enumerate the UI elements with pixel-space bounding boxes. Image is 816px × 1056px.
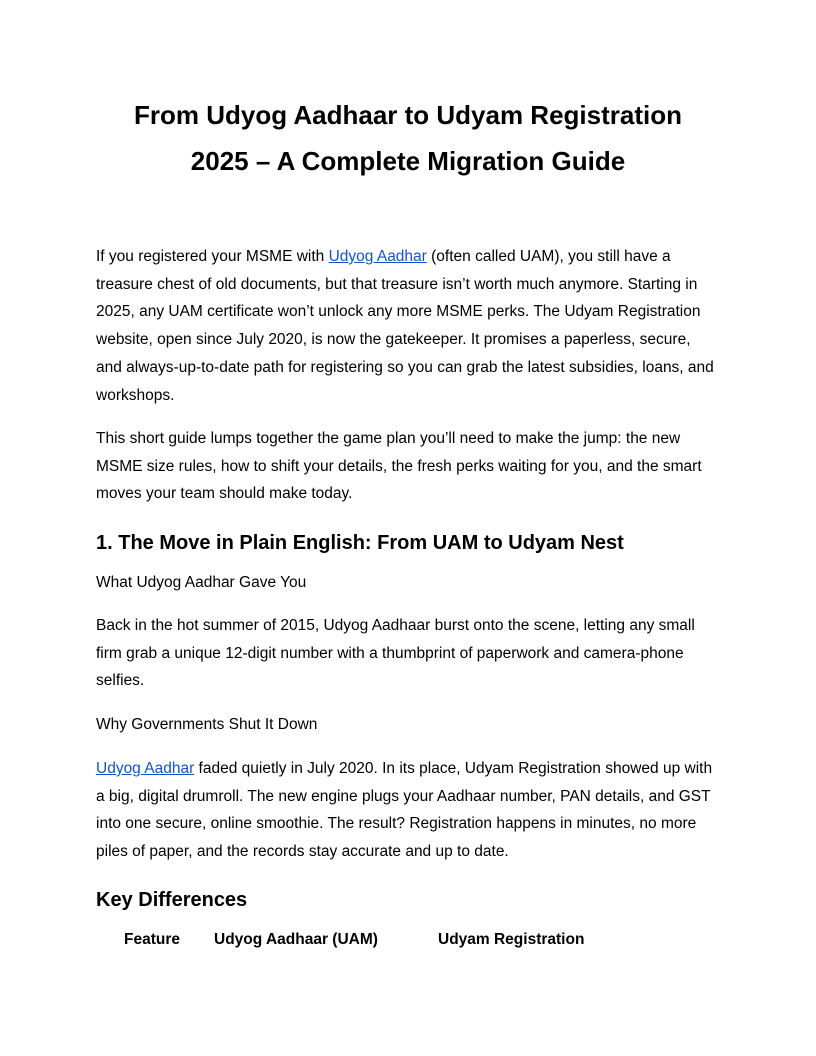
section-1-heading-block xyxy=(96,529,720,557)
sub-2-paragraph xyxy=(96,755,720,866)
intro-paragraph-block xyxy=(96,243,720,409)
sub-1-paragraph-block xyxy=(96,612,720,695)
summary-paragraph: This short guide lumps together the game plan you’ll need to make the jump: the new MSME size rules, how to shift your details, the fresh perks waiting for you, and the smart moves your team should make today. xyxy=(96,430,702,503)
table-header-uam: Udyog Aadhaar (UAM) xyxy=(214,931,378,948)
document-title xyxy=(96,92,720,184)
sub-2-text: faded quietly in July 2020. In its place, Udyam Registration showed up with a big, digital drumroll. The new engine plugs your Aadhaar number, PAN details, and GST into one secure, online smoothie. The result? Registration happens in minutes, no more piles of paper, and the records stay accurate and up to date. xyxy=(96,760,713,861)
key-differences-heading-block xyxy=(96,886,720,914)
table-header-feature: Feature xyxy=(124,931,180,948)
sub-1-label: What Udyog Aadhar Gave You xyxy=(96,574,307,591)
summary-paragraph-block xyxy=(96,425,720,508)
table-header-udyam: Udyam Registration xyxy=(438,931,585,948)
title-line-1: From Udyog Aadhaar to Udyam Registration xyxy=(134,100,682,130)
sub-1-label-block xyxy=(96,571,720,595)
section-1-heading: 1. The Move in Plain English: From UAM to Udyam Nest xyxy=(96,532,624,554)
udyog-aadhar-link[interactable]: Udyog Aadhar xyxy=(328,248,427,265)
sub-2-label-block xyxy=(96,713,720,737)
key-differences-heading: Key Differences xyxy=(96,889,248,911)
sub-2-label: Why Governments Shut It Down xyxy=(96,716,318,733)
sub-1-paragraph: Back in the hot summer of 2015, Udyog Aadhaar burst onto the scene, letting any small firm grab a unique 12-digit number with a thumbprint of paperwork and camera-phone selfies. xyxy=(96,617,695,690)
udyog-aadhar-link-2[interactable]: Udyog Aadhar xyxy=(96,760,195,777)
intro-text-end: (often called UAM), you still have a treasure chest of old documents, but that treasure isn’t worth much anymore. Starting in 2025, any UAM certificate won’t unlock any more MSME perks. The Udyam Registration website, open since July 2020, is now the gatekeeper. It promises a paperless, secure, and always-up-to-date path for registering so you can grab the latest subsidies, loans, and workshops. xyxy=(96,248,714,404)
intro-paragraph xyxy=(96,243,720,409)
title-line-2: 2025 – A Complete Migration Guide xyxy=(190,146,626,176)
intro-text-start: If you registered your MSME with xyxy=(96,248,329,265)
sub-2-paragraph-block xyxy=(96,755,720,866)
